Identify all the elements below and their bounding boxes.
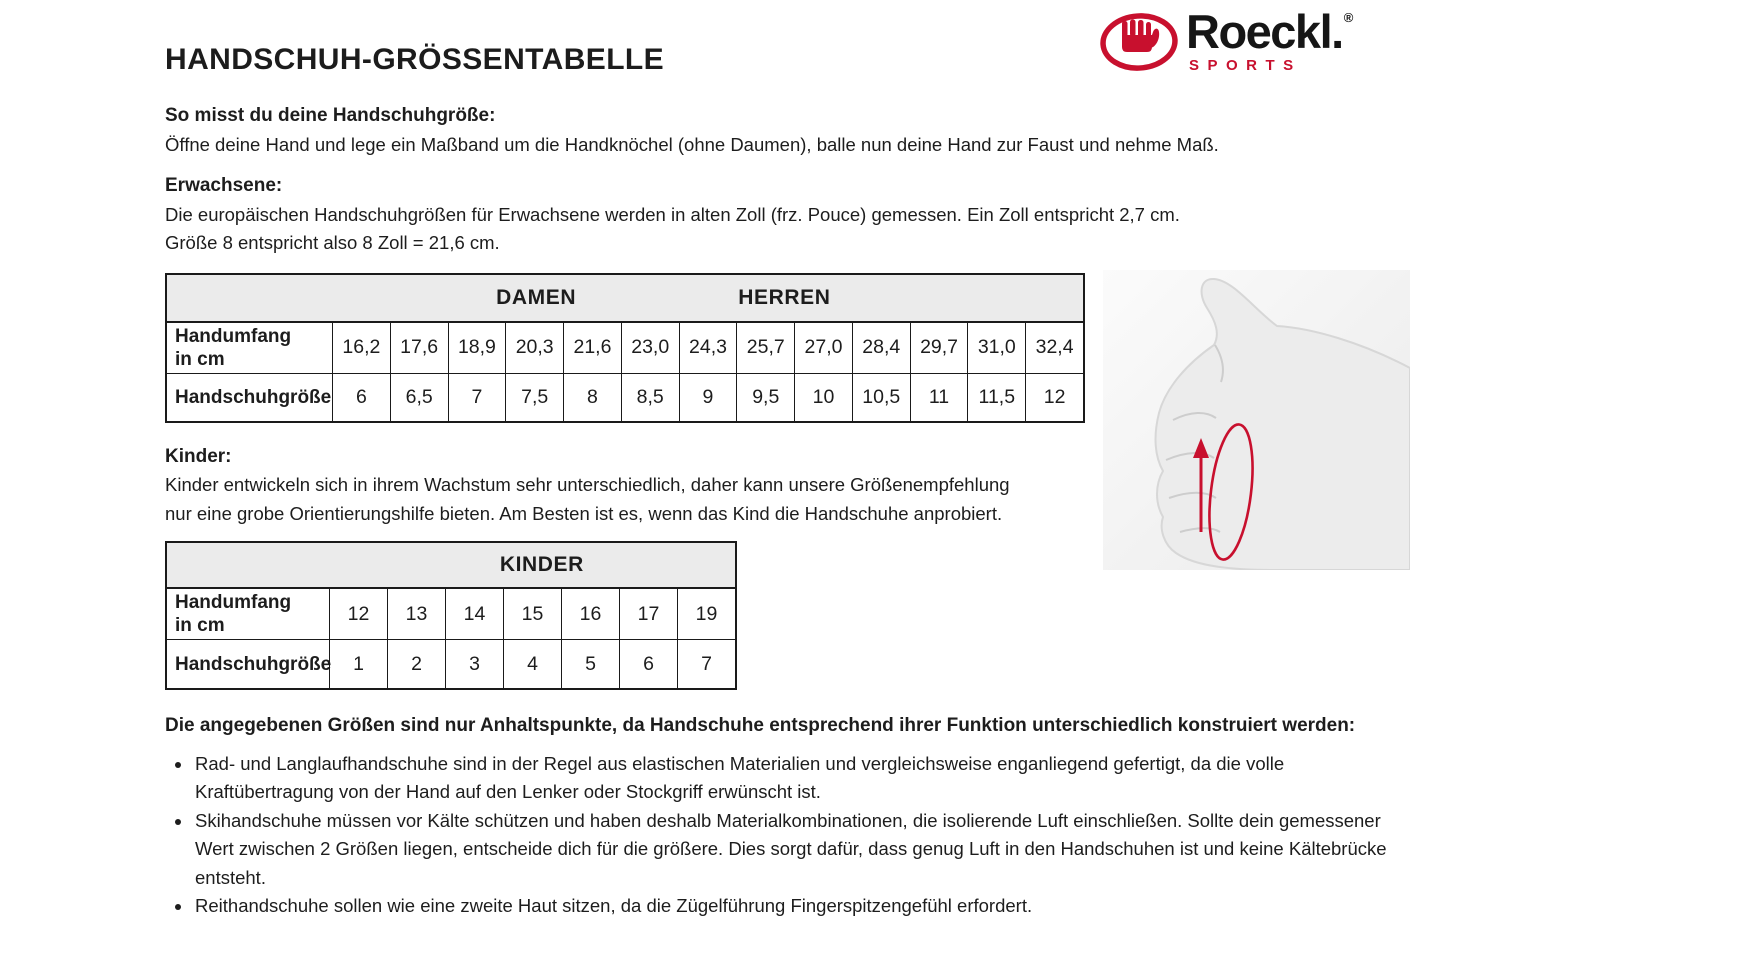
note-bullet: • Rad- und Langlaufhandschuhe sind in der Regel aus elastischen Materialien und vergleichsweise enganliegend gefertigt, da die volle Kraftübertragung von der Hand auf den Lenker oder Stockgriff erwünscht ist. <box>193 750 1410 807</box>
circumference-cell: 32,4 <box>1025 323 1083 373</box>
note-bullet: • Reithandschuhe sollen wie eine zweite Haut sitzen, da die Zügelführung Fingerspitzengefühl erfordert. <box>193 892 1410 921</box>
circumference-cell: 27,0 <box>794 323 852 373</box>
size-cell: 2 <box>387 640 445 688</box>
intro-heading: So misst du deine Handschuhgröße: <box>165 105 496 126</box>
kids-circumference-row <box>167 589 735 639</box>
size-cell: 6 <box>619 640 677 688</box>
kids-circumference-label <box>167 589 329 639</box>
adults-text-line1: Die europäischen Handschuhgrößen für Erwachsene werden in alten Zoll (frz. Pouce) gemessen. Ein Zoll entspricht 2,7 cm. <box>165 203 1180 225</box>
kinder-group-header: KINDER <box>499 553 584 576</box>
intro-text: Öffne deine Hand und lege ein Maßband um die Handknöchel (ohne Daumen), balle nun deine Hand zur Faust und nehme Maß. <box>165 133 1219 155</box>
circumference-cell: 17 <box>619 589 677 639</box>
size-cell: 11 <box>910 374 968 421</box>
kids-size-row <box>167 639 735 688</box>
adults-table-group-header <box>167 275 1083 323</box>
adults-circumference-label <box>167 323 332 373</box>
adults-circumference-row <box>167 323 1083 373</box>
circumference-cell: 18,9 <box>448 323 506 373</box>
notes-heading: Die angegebenen Größen sind nur Anhaltspunkte, da Handschuhe entsprechend ihrer Funktion unterschiedlich konstruiert werden: <box>165 715 1356 736</box>
circumference-cell: 13 <box>387 589 445 639</box>
label-line2: in cm <box>175 348 225 370</box>
adults-size-cells <box>332 374 1083 421</box>
circumference-cell: 24,3 <box>679 323 737 373</box>
size-cell: 10,5 <box>852 374 910 421</box>
kids-heading: Kinder: <box>165 445 232 467</box>
circumference-cell: 23,0 <box>621 323 679 373</box>
kids-text-line2: nur eine grobe Orientierungshilfe bieten. Am Besten ist es, wenn das Kind die Handschuhe anprobiert. <box>165 502 1003 524</box>
logo-brand-text: Roeckl. <box>1186 5 1343 58</box>
circumference-cell: 15 <box>503 589 561 639</box>
circumference-cell: 29,7 <box>910 323 968 373</box>
circumference-cell: 12 <box>329 589 387 639</box>
label-line1: Handumfang <box>175 592 292 613</box>
registered-mark: ® <box>1343 10 1354 25</box>
size-cell: 9 <box>679 374 737 421</box>
damen-group-header: DAMEN <box>496 285 577 309</box>
adults-text-line2: Größe 8 entspricht also 8 Zoll = 21,6 cm. <box>165 232 500 253</box>
kids-text-line1: Kinder entwickeln sich in ihrem Wachstum sehr unterschiedlich, daher kann unsere Größenempfehlung <box>165 474 1010 495</box>
logo-sports-text: SPORTS <box>1189 57 1302 74</box>
label-line2: in cm <box>175 615 225 636</box>
adults-circumference-cells <box>332 323 1083 373</box>
circumference-cell: 20,3 <box>505 323 563 373</box>
kids-table-group-header <box>167 543 735 589</box>
adults-size-row <box>167 373 1083 421</box>
circumference-cell: 25,7 <box>736 323 794 373</box>
herren-group-header: HERREN <box>738 285 831 309</box>
circumference-cell: 16,2 <box>332 323 390 373</box>
size-cell: 5 <box>561 640 619 688</box>
adults-size-table <box>165 273 1085 423</box>
size-cell: 6 <box>332 374 390 421</box>
kids-size-cells <box>329 640 735 688</box>
circumference-cell: 21,6 <box>563 323 621 373</box>
size-cell: 9,5 <box>736 374 794 421</box>
circumference-cell: 19 <box>677 589 735 639</box>
kids-size-label: Handschuhgröße <box>175 653 332 675</box>
size-cell: 1 <box>329 640 387 688</box>
size-cell: 6,5 <box>390 374 448 421</box>
adults-size-label: Handschuhgröße <box>175 386 332 408</box>
page-title: HANDSCHUH-GRÖSSENTABELLE <box>165 43 665 76</box>
adults-heading: Erwachsene: <box>165 175 283 196</box>
circumference-cell: 14 <box>445 589 503 639</box>
circumference-cell: 16 <box>561 589 619 639</box>
size-cell: 7 <box>448 374 506 421</box>
size-cell: 4 <box>503 640 561 688</box>
circumference-cell: 28,4 <box>852 323 910 373</box>
size-cell: 12 <box>1025 374 1083 421</box>
kids-circumference-cells <box>329 589 735 639</box>
size-cell: 7,5 <box>505 374 563 421</box>
size-cell: 11,5 <box>967 374 1025 421</box>
notes-list <box>165 750 1410 921</box>
note-bullet: • Skihandschuhe müssen vor Kälte schützen und haben deshalb Materialkombinationen, die isolierende Luft einschließen. Sollte dein gemessener Wert zwischen 2 Größen liegen, entscheide dich für die größere. Dies sorgt dafür, dass genug Luft in den Handschuhen ist und keine Kältebrücke entsteht. <box>193 807 1410 893</box>
size-cell: 10 <box>794 374 852 421</box>
kids-size-table <box>165 541 737 690</box>
circumference-cell: 17,6 <box>390 323 448 373</box>
size-cell: 7 <box>677 640 735 688</box>
size-cell: 8 <box>563 374 621 421</box>
document-content <box>165 0 1410 921</box>
size-cell: 3 <box>445 640 503 688</box>
size-cell: 8,5 <box>621 374 679 421</box>
label-line1: Handumfang <box>175 325 292 347</box>
circumference-cell: 31,0 <box>967 323 1025 373</box>
